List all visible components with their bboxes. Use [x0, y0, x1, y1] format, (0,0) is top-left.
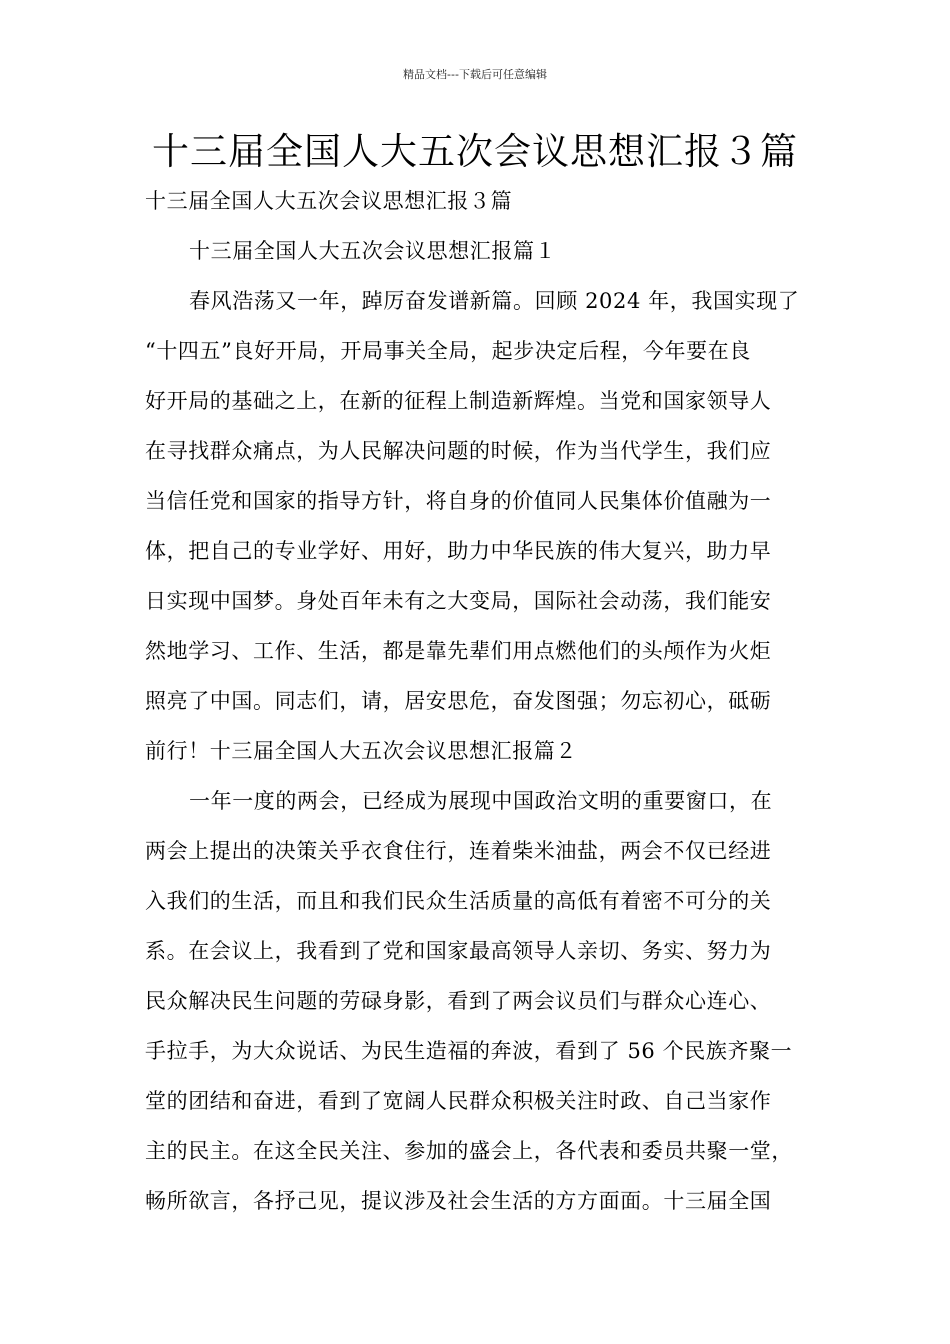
header-note: 精品文档---下载后可任意编辑 — [403, 68, 547, 81]
body-line: 春风浩荡又一年，踔厉奋发谱新篇。回顾 2024 年，我国实现了 — [189, 289, 800, 313]
body-line: 畅所欲言，各抒己见，提议涉及社会生活的方方面面。十三届全国 — [145, 1189, 772, 1213]
section-heading: 十三届全国人大五次会议思想汇报篇１ — [189, 239, 557, 263]
body-line: 照亮了中国。同志们，请，居安思危，奋发图强；勿忘初心，砥砺 — [145, 689, 772, 713]
document-title: 十三届全国人大五次会议思想汇报３篇 — [152, 130, 798, 173]
body-line: 一年一度的两会，已经成为展现中国政治文明的重要窗口，在 — [189, 789, 773, 813]
body-line: 体，把自己的专业学好、用好，助力中华民族的伟大复兴，助力早 — [145, 539, 772, 563]
body-line: 在寻找群众痛点，为人民解决问题的时候，作为当代学生，我们应 — [145, 439, 772, 463]
body-line: 堂的团结和奋进，看到了宽阔人民群众积极关注时政、自己当家作 — [145, 1089, 772, 1113]
body-line: 十三届全国人大五次会议思想汇报３篇 — [145, 189, 513, 213]
body-line: 两会上提出的决策关乎衣食住行，连着柴米油盐，两会不仅已经进 — [145, 839, 772, 863]
body-line: 入我们的生活，而且和我们民众生活质量的高低有着密不可分的关 — [145, 889, 772, 913]
body-line: 前行！十三届全国人大五次会议思想汇报篇２ — [145, 739, 577, 763]
document-body — [145, 180, 807, 1230]
body-line: 当信任党和国家的指导方针，将自身的价值同人民集体价值融为一 — [145, 489, 772, 513]
body-line: 系。在会议上，我看到了党和国家最高领导人亲切、务实、努力为 — [145, 939, 772, 963]
body-line: 手拉手，为大众说话、为民生造福的奔波，看到了 56 个民族齐聚一 — [145, 1039, 793, 1063]
body-line: “十四五”良好开局，开局事关全局，起步决定后程，今年要在良 — [145, 339, 751, 363]
body-line: 然地学习、工作、生活，都是靠先辈们用点燃他们的头颅作为火炬 — [145, 639, 772, 663]
body-line: 日实现中国梦。身处百年未有之大变局，国际社会动荡，我们能安 — [145, 589, 772, 613]
body-line: 民众解决民生问题的劳碌身影，看到了两会议员们与群众心连心、 — [145, 989, 772, 1013]
body-line: 好开局的基础之上，在新的征程上制造新辉煌。当党和国家领导人 — [145, 389, 772, 413]
body-line: 主的民主。在这全民关注、参加的盛会上，各代表和委员共聚一堂， — [145, 1139, 793, 1163]
